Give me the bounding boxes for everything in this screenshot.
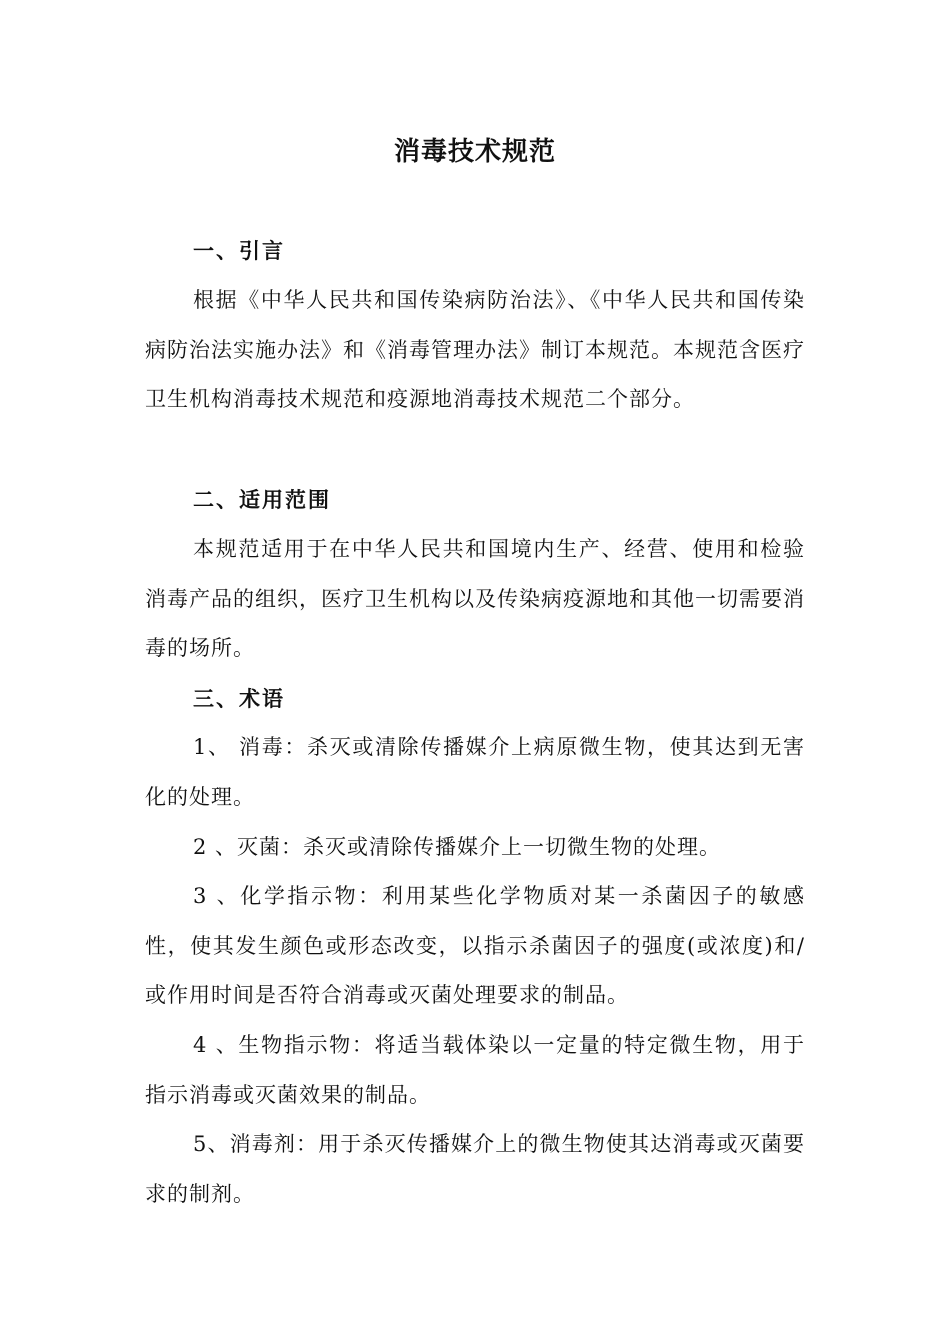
term-sterilization-paragraph: 2 、灭菌：杀灭或清除传播媒介上一切微生物的处理。	[193, 835, 722, 859]
scope-paragraph: 本规范适用于在中华人民共和国境内生产、经营、使用和检验消毒产品的组织，医疗卫生机构以及传染病疫源地和其他一切需要消毒的场所。	[145, 537, 805, 660]
section-heading-terms: 三、术语	[193, 687, 285, 711]
term-chemical-indicator-paragraph: 3 、化学指示物：利用某些化学物质对某一杀菌因子的敏感性，使其发生颜色或形态改变，以指示杀菌因子的强度(或浓度)和/或作用时间是否符合消毒或灭菌处理要求的制品。	[145, 884, 805, 1007]
section-heading-scope: 二、适用范围	[193, 488, 331, 512]
term-disinfectant-paragraph: 5、消毒剂：用于杀灭传播媒介上的微生物使其达消毒或灭菌要求的制剂。	[145, 1132, 805, 1206]
section-heading-introduction: 一、引言	[193, 239, 285, 263]
term-biological-indicator-paragraph: 4 、生物指示物：将适当载体染以一定量的特定微生物，用于指示消毒或灭菌效果的制品。	[145, 1033, 805, 1107]
document-title: 消毒技术规范	[393, 137, 556, 167]
term-disinfection-paragraph: 1、 消毒：杀灭或清除传播媒介上病原微生物，使其达到无害化的处理。	[145, 735, 805, 809]
introduction-paragraph: 根据《中华人民共和国传染病防治法》、《中华人民共和国传染病防治法实施办法》和《消毒管理办法》制订本规范。本规范含医疗卫生机构消毒技术规范和疫源地消毒技术规范二个部分。	[145, 288, 805, 411]
